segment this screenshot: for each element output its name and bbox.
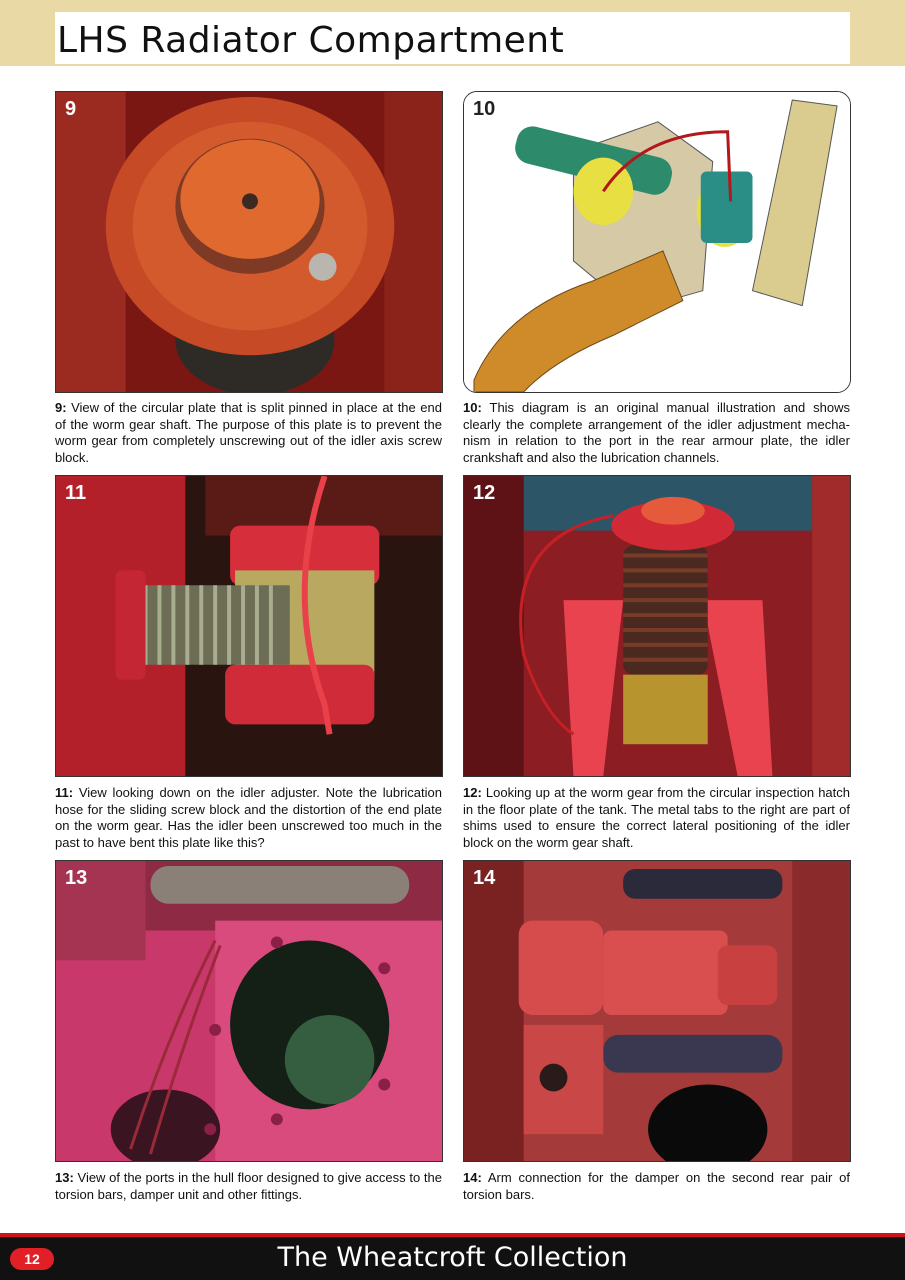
figure-13-caption bbox=[55, 1170, 442, 1203]
title-box bbox=[55, 12, 850, 64]
figure-9-photo bbox=[55, 91, 443, 393]
figure-10-diagram bbox=[463, 91, 851, 393]
figure-13-caption-text: View of the ports in the hull floor designed to give access to the torsion bars, damper unit and other fittings. bbox=[55, 1170, 442, 1202]
figure-10-caption bbox=[463, 400, 850, 466]
figure-14-caption-text: Arm connection for the damper on the second rear pair of torsion bars. bbox=[463, 1170, 850, 1202]
figure-11-caption bbox=[55, 785, 442, 851]
figure-9-caption-text: View of the circular plate that is split pinned in place at the end of the worm gear shaft. The purpose of this plate is to prevent the worm gear from completely unscrewing out of the idler axis screw block. bbox=[55, 400, 442, 465]
figure-12-number: 12 bbox=[473, 482, 496, 504]
figure-11-number: 11 bbox=[65, 482, 87, 504]
figure-14-photo bbox=[463, 860, 851, 1162]
figure-12-photo bbox=[463, 475, 851, 777]
figure-13-caption-label: 13: bbox=[55, 1170, 74, 1185]
figure-10-caption-label: 10: bbox=[463, 400, 482, 415]
figure-13-photo bbox=[55, 860, 443, 1162]
figure-14-caption bbox=[463, 1170, 850, 1203]
figure-10-caption-text: This diagram is an original manual illustration and shows clearly the complete arrangement of the idler adjustment mecha-nism in relation to the port in the rear armour plate, the idler crankshaft and also the lubrication channels. bbox=[463, 400, 850, 465]
page-title: LHS Radiator Compartment bbox=[57, 20, 565, 61]
figure-14-caption-label: 14: bbox=[463, 1170, 482, 1185]
figure-14-number: 14 bbox=[473, 867, 496, 889]
footer-title: The Wheatcroft Collection bbox=[277, 1242, 628, 1273]
figure-12-caption-text: Looking up at the worm gear from the circular inspection hatch in the floor plate of the tank. The metal tabs to the right are part of shims used to ensure the correct lateral positioning of the idler block on the worm gear shaft. bbox=[463, 785, 850, 850]
figure-9-number: 9 bbox=[65, 98, 77, 120]
figure-12-caption bbox=[463, 785, 850, 851]
figure-12-caption-label: 12: bbox=[463, 785, 482, 800]
figure-11-caption-text: View looking down on the idler adjuster. Note the lubrication hose for the sliding screw block and the distortion of the end plate on the worm gear. Has the idler been unscrewed too much in the past to have bent this plate like this? bbox=[55, 785, 442, 850]
figure-9-caption-label: 9: bbox=[55, 400, 67, 415]
figure-11-caption-label: 11: bbox=[55, 785, 74, 800]
figure-9-caption bbox=[55, 400, 442, 466]
figure-10-number: 10 bbox=[473, 98, 496, 120]
figure-13-number: 13 bbox=[65, 867, 88, 889]
page-number-badge: 12 bbox=[10, 1248, 54, 1270]
figure-11-photo bbox=[55, 475, 443, 777]
